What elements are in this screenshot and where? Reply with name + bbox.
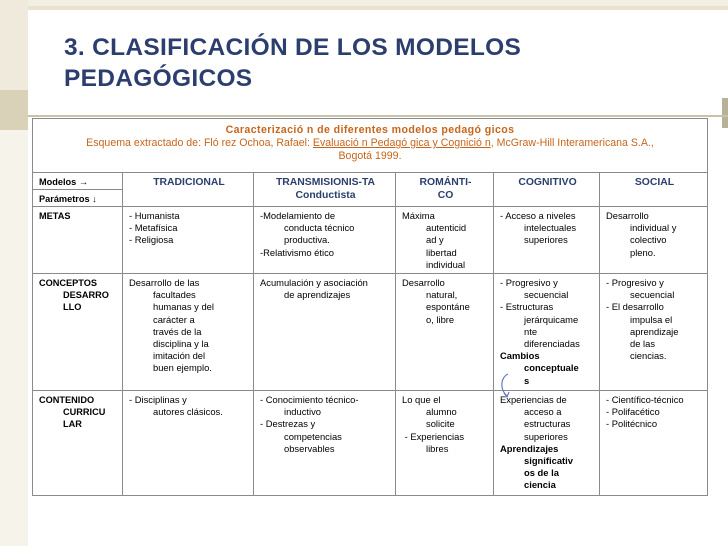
modelos-label: Modelos →	[33, 173, 122, 190]
cell-metas-cognitivo	[494, 207, 600, 273]
corner-cell	[33, 173, 123, 206]
cell-line: - Científico-técnico	[606, 394, 684, 405]
cell-line: secuencial	[630, 289, 675, 301]
caption-book-link[interactable]: Evaluació n Pedagó gica y Cognició n	[312, 137, 491, 149]
cell-line: nte	[524, 325, 538, 337]
row-label-text: CONCEPTOS	[39, 278, 98, 288]
cell-line: libertad	[426, 246, 457, 258]
caption-title: Caracterizació n de diferentes modelos pedagó gicos	[225, 124, 515, 136]
cell-line: solicite	[426, 418, 455, 430]
caption-source	[33, 137, 707, 150]
cell-line: - Progresivo y	[606, 277, 664, 288]
col-header-text: TRANSMISIONIS-TA	[275, 177, 376, 188]
cell-line: productiva.	[284, 234, 330, 246]
cell-line: Desarrollo	[402, 277, 445, 288]
left-stripe	[0, 90, 28, 130]
slide-title	[64, 32, 704, 94]
cell-line-bold: conceptuale	[524, 362, 579, 374]
cell-line: autenticid	[426, 222, 467, 234]
cell-line: - Politécnico	[606, 418, 658, 430]
cell-line: - Disciplinas y	[129, 394, 187, 405]
cell-line-bold: significativ	[524, 455, 573, 467]
col-header-text: TRADICIONAL	[153, 177, 225, 188]
row-label-text: DESARRO	[63, 290, 109, 301]
col-header-subtext: Conductista	[295, 189, 356, 201]
cell-line: buen ejemplo.	[153, 362, 212, 374]
caption-source-text: Esquema extractado de: Fló rez Ochoa, Rafael:	[86, 137, 313, 149]
curved-arrow-icon	[494, 372, 516, 400]
row-conceptos-desarrollo	[33, 274, 707, 391]
col-header-cognitivo	[494, 173, 600, 206]
right-accent-bar	[722, 98, 728, 128]
cell-line: ciencias.	[630, 350, 667, 362]
cell-line: - Conocimiento técnico-	[260, 394, 359, 405]
cell-line: - Religiosa	[129, 234, 174, 246]
caption-city-year: Bogotá 1999.	[338, 150, 402, 162]
left-stripe	[0, 130, 28, 546]
cell-line: humanas y del	[153, 301, 214, 313]
cell-line: Máxima	[402, 210, 435, 221]
cell-line: individual y	[630, 222, 677, 234]
cell-line: - El desarrollo	[606, 301, 664, 313]
row-label-contenido	[33, 391, 123, 496]
cell-line: Lo que el	[402, 394, 441, 405]
cell-line: Experiencias de	[500, 394, 567, 405]
cell-line: través de la	[153, 325, 202, 337]
cell-line: carácter a	[153, 313, 195, 325]
cell-line: disciplina y la	[153, 338, 209, 350]
cell-line: Acumulación y asociación	[260, 277, 368, 288]
row-contenido-curricular	[33, 391, 707, 496]
col-header-text: ROMÁNTI-	[419, 177, 472, 188]
cell-line: -Modelamiento de	[260, 210, 336, 221]
cell-line: alumno	[426, 406, 457, 418]
row-label-text: LLO	[63, 302, 82, 313]
cell-contenido-cognitivo	[494, 391, 600, 496]
col-header-text: COGNITIVO	[518, 177, 577, 188]
cell-metas-transmisionista	[254, 207, 396, 273]
cell-line: autores clásicos.	[153, 406, 223, 418]
cell-line: natural,	[426, 289, 458, 301]
col-header-subtext: CO	[437, 189, 454, 201]
row-label-text: LAR	[63, 419, 82, 430]
cell-line: colectivo	[630, 234, 667, 246]
cell-contenido-tradicional	[123, 391, 254, 496]
cell-line-bold: ciencia	[524, 479, 556, 491]
row-label-text: CURRICU	[63, 407, 106, 418]
cell-line: intelectuales	[524, 222, 577, 234]
col-header-romantico	[396, 173, 494, 206]
cell-line: imitación del	[153, 350, 206, 362]
cell-line: o, libre	[426, 313, 455, 325]
cell-contenido-social	[600, 391, 707, 496]
cell-metas-social	[600, 207, 707, 273]
cell-line: - Experiencias	[402, 430, 465, 442]
col-header-tradicional	[123, 173, 254, 206]
cell-line: - Metafísica	[129, 222, 178, 234]
slide-title-line1: 3. CLASIFICACIÓN DE LOS MODELOS	[64, 34, 522, 61]
cell-line-bold: s	[524, 374, 530, 386]
cell-line: diferenciadas	[524, 338, 580, 350]
cell-line: conducta técnico	[284, 222, 355, 234]
cell-line: facultades	[153, 289, 196, 301]
row-label-metas	[33, 207, 123, 273]
cell-line: acceso a	[524, 406, 562, 418]
models-table	[32, 118, 708, 496]
cell-conceptos-transmisionista	[254, 274, 396, 390]
row-label-text: CONTENIDO	[39, 395, 95, 405]
cell-line: de aprendizajes	[284, 289, 351, 301]
cell-metas-romantico	[396, 207, 494, 273]
cell-line: - Estructuras	[500, 301, 554, 313]
cell-line: Desarrollo	[606, 210, 649, 221]
cell-line: impulsa el	[630, 313, 673, 325]
cell-line: espontáne	[426, 301, 470, 313]
parametros-label: Parámetros ↓	[39, 194, 97, 204]
cell-line: observables	[284, 442, 335, 454]
cell-line: de las	[630, 338, 656, 350]
col-header-text: SOCIAL	[634, 177, 675, 188]
cell-contenido-romantico	[396, 391, 494, 496]
slide-title-line2: PEDAGÓGICOS	[64, 65, 253, 92]
cell-line: libres	[426, 442, 449, 454]
cell-line: inductivo	[284, 406, 322, 418]
cell-line: aprendizaje	[630, 325, 679, 337]
cell-line: - Humanista	[129, 210, 180, 221]
cell-line: - Polifacético	[606, 406, 660, 418]
header-row	[33, 173, 707, 207]
col-header-transmisionista	[254, 173, 396, 206]
cell-line: ad y	[426, 234, 444, 246]
cell-line: estructuras	[524, 418, 571, 430]
cell-conceptos-romantico	[396, 274, 494, 390]
top-decoration	[0, 0, 728, 20]
top-band-2	[0, 6, 728, 10]
cell-line-bold: Aprendizajes	[500, 442, 559, 454]
left-stripe	[0, 0, 28, 90]
left-decoration	[0, 0, 28, 546]
cell-line: -Relativismo ético	[260, 246, 334, 258]
row-metas	[33, 207, 707, 274]
cell-line-bold: Cambios	[500, 350, 540, 362]
cell-metas-tradicional	[123, 207, 254, 273]
cell-line: Desarrollo de las	[129, 277, 200, 288]
cell-line: - Progresivo y	[500, 277, 558, 288]
cell-line: jerárquicame	[524, 313, 579, 325]
cell-line: secuencial	[524, 289, 569, 301]
cell-line: superiores	[524, 234, 568, 246]
cell-line: - Acceso a niveles	[500, 210, 576, 221]
cell-line-bold: os de la	[524, 467, 559, 479]
cell-line: - Destrezas y	[260, 418, 316, 430]
col-header-social	[600, 173, 707, 206]
cell-conceptos-tradicional	[123, 274, 254, 390]
title-divider	[28, 115, 728, 117]
table-caption	[33, 119, 707, 173]
cell-contenido-transmisionista	[254, 391, 396, 496]
row-label-conceptos	[33, 274, 123, 390]
cell-line: individual	[426, 258, 466, 270]
cell-conceptos-social	[600, 274, 707, 390]
row-label-text: METAS	[39, 211, 71, 221]
cell-line: pleno.	[630, 246, 656, 258]
cell-line: competencias	[284, 430, 342, 442]
cell-line: superiores	[524, 430, 568, 442]
caption-publisher: , McGraw-Hill Interamericana S.A.,	[490, 137, 654, 149]
